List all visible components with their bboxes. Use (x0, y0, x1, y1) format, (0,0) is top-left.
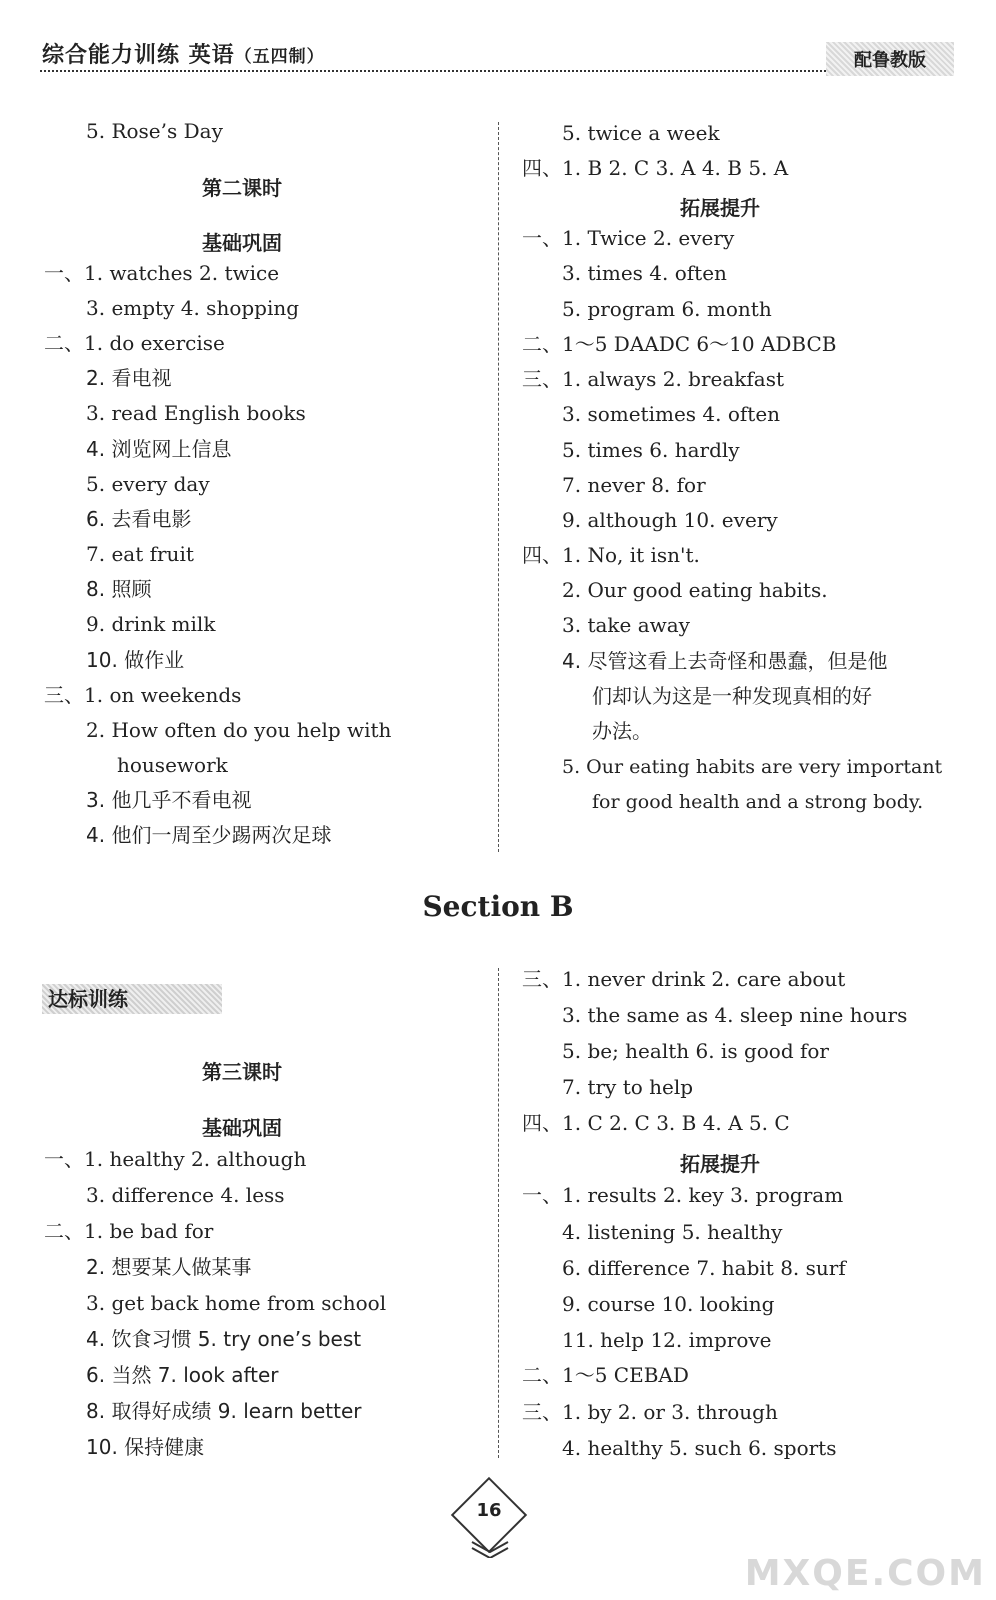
answer-line: 一、1. Twice 2. every (522, 226, 735, 250)
answer-line: 4. 尽管这看上去奇怪和愚蠢，但是他 (562, 649, 888, 673)
subsection-heading: 拓展提升 (680, 196, 760, 220)
answer-line: 6. 当然 7. look after (86, 1363, 279, 1387)
answer-line: 10. 保持健康 (86, 1435, 205, 1459)
answer-line: 5. every day (86, 472, 210, 496)
answer-line: 二、1～5 CEBAD (522, 1363, 689, 1387)
answer-line: 3. the same as 4. sleep nine hours (562, 1003, 908, 1027)
book-title (42, 38, 325, 69)
answer-line: 四、1. No, it isn't. (522, 543, 700, 567)
answer-line: 5. times 6. hardly (562, 438, 740, 462)
answer-line: 一、1. watches 2. twice (44, 261, 280, 285)
edition-badge: 配鲁教版 (826, 42, 954, 76)
answer-line: 5. Our eating habits are very important (562, 756, 943, 778)
answer-line: 3. times 4. often (562, 261, 727, 285)
answer-line: 3. take away (562, 613, 690, 637)
answer-line: 二、1～5 DAADC 6～10 ADBCB (522, 332, 837, 356)
answer-line: 7. never 8. for (562, 473, 706, 497)
answer-line: 3. get back home from school (86, 1291, 387, 1315)
answer-line: 9. although 10. every (562, 508, 778, 532)
answer-line: 3. 他几乎不看电视 (86, 788, 252, 812)
answer-line: 7. eat fruit (86, 542, 194, 566)
answer-line: 6. 去看电影 (86, 507, 192, 531)
book-title-subtitle: （五四制） (234, 47, 325, 67)
subsection-heading: 基础巩固 (202, 1116, 282, 1140)
answer-line: 3. empty 4. shopping (86, 296, 300, 320)
answer-line: 一、1. results 2. key 3. program (522, 1183, 844, 1207)
subsection-heading: 基础巩固 (202, 231, 282, 255)
answer-line: for good health and a strong body. (592, 791, 924, 813)
lesson-heading: 第三课时 (202, 1060, 282, 1084)
answer-line: 四、1. C 2. C 3. B 4. A 5. C (522, 1111, 790, 1135)
answer-line: 5. be; health 6. is good for (562, 1039, 829, 1063)
practice-tab: 达标训练 (42, 984, 222, 1014)
column-divider-bottom (498, 968, 499, 1458)
answer-line: 4. 浏览网上信息 (86, 437, 232, 461)
page-number: 16 (476, 1500, 502, 1521)
answer-line: 办法。 (592, 719, 652, 743)
section-title: Section B (422, 890, 574, 923)
column-divider-top (498, 122, 499, 852)
answer-line: 8. 取得好成绩 9. learn better (86, 1399, 362, 1423)
answer-line: 二、1. do exercise (44, 331, 225, 355)
answer-line: 11. help 12. improve (562, 1328, 772, 1352)
answer-line: 3. sometimes 4. often (562, 402, 781, 426)
answer-line: 2. How often do you help with (86, 718, 392, 742)
answer-line: 4. 饮食习惯 5. try one’s best (86, 1327, 362, 1351)
answer-line: 7. try to help (562, 1075, 694, 1099)
answer-line: 6. difference 7. habit 8. surf (562, 1256, 846, 1280)
book-title-main: 综合能力训练 英语 (42, 43, 235, 68)
header-rule (40, 70, 830, 72)
answer-line: 5. twice a week (562, 121, 720, 145)
answer-line: 5. Rose’s Day (86, 119, 223, 143)
answer-line: 2. 看电视 (86, 366, 172, 390)
answer-line: housework (117, 753, 228, 777)
answer-line: 一、1. healthy 2. although (44, 1147, 307, 1171)
answer-line: 三、1. always 2. breakfast (522, 367, 785, 391)
answer-line: 2. 想要某人做某事 (86, 1255, 252, 1279)
answer-line: 5. program 6. month (562, 297, 772, 321)
answer-line: 二、1. be bad for (44, 1219, 214, 1243)
watermark: MXQE.COM (744, 1553, 986, 1594)
answer-line: 三、1. on weekends (44, 683, 242, 707)
answer-line: 三、1. never drink 2. care about (522, 967, 846, 991)
answer-line: 8. 照顾 (86, 577, 152, 601)
answer-line: 3. read English books (86, 401, 306, 425)
answer-line: 9. drink milk (86, 612, 216, 636)
lesson-heading: 第二课时 (202, 176, 282, 200)
answer-line: 2. Our good eating habits. (562, 578, 828, 602)
answer-line: 4. healthy 5. such 6. sports (562, 1436, 837, 1460)
answer-line: 们却认为这是一种发现真相的好 (592, 684, 872, 708)
answer-line: 10. 做作业 (86, 648, 185, 672)
answer-line: 3. difference 4. less (86, 1183, 285, 1207)
answer-line: 三、1. by 2. or 3. through (522, 1400, 778, 1424)
answer-line: 4. listening 5. healthy (562, 1220, 783, 1244)
answer-line: 9. course 10. looking (562, 1292, 775, 1316)
chevron-down-icon (470, 1540, 510, 1558)
subsection-heading: 拓展提升 (680, 1152, 760, 1176)
answer-line: 4. 他们一周至少踢两次足球 (86, 823, 332, 847)
answer-line: 四、1. B 2. C 3. A 4. B 5. A (522, 156, 789, 180)
